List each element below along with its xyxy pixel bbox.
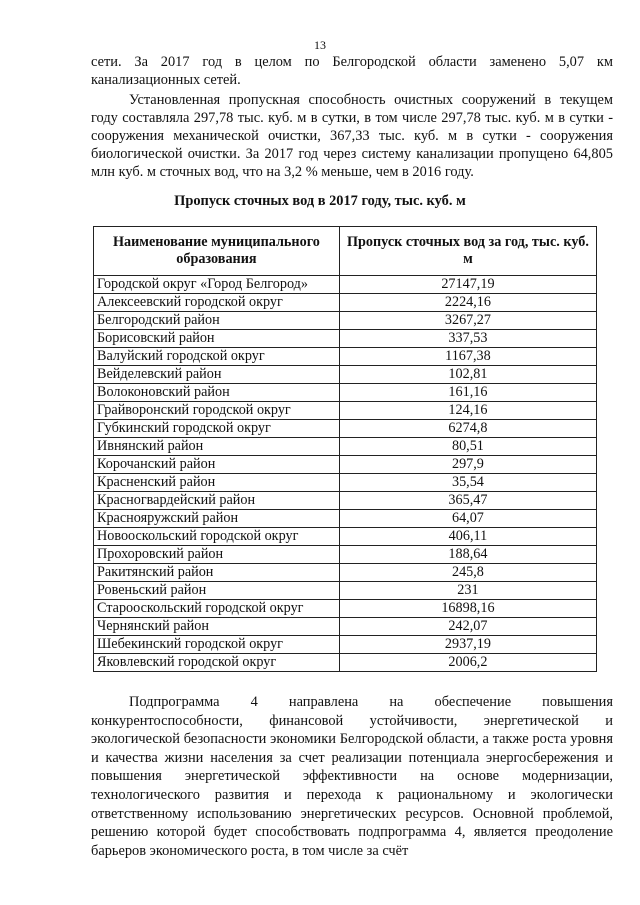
municipality-name: Яковлевский городской округ xyxy=(94,654,340,672)
table-row xyxy=(94,276,597,294)
wastewater-value: 2937,19 xyxy=(339,636,596,654)
table-row xyxy=(94,564,597,582)
municipality-name: Губкинский городской округ xyxy=(94,420,340,438)
wastewater-value: 80,51 xyxy=(339,438,596,456)
wastewater-value: 2006,2 xyxy=(339,654,596,672)
table-row xyxy=(94,510,597,528)
municipality-name: Грайворонский городской округ xyxy=(94,402,340,420)
municipality-name: Вейделевский район xyxy=(94,366,340,384)
table-row xyxy=(94,528,597,546)
wastewater-value: 3267,27 xyxy=(339,312,596,330)
municipality-name: Старооскольский городской округ xyxy=(94,600,340,618)
table-row xyxy=(94,312,597,330)
table-row xyxy=(94,618,597,636)
wastewater-value: 245,8 xyxy=(339,564,596,582)
municipality-name: Краснояружский район xyxy=(94,510,340,528)
wastewater-value: 2224,16 xyxy=(339,294,596,312)
wastewater-table xyxy=(93,226,597,672)
municipality-name: Прохоровский район xyxy=(94,546,340,564)
wastewater-value: 6274,8 xyxy=(339,420,596,438)
wastewater-value: 27147,19 xyxy=(339,276,596,294)
column-header-municipality: Наименование муниципального образования xyxy=(94,227,340,276)
wastewater-value: 337,53 xyxy=(339,330,596,348)
table-row xyxy=(94,384,597,402)
wastewater-value: 64,07 xyxy=(339,510,596,528)
table-row xyxy=(94,474,597,492)
municipality-name: Шебекинский городской округ xyxy=(94,636,340,654)
municipality-name: Ровеньский район xyxy=(94,582,340,600)
table-row xyxy=(94,348,597,366)
wastewater-value: 124,16 xyxy=(339,402,596,420)
wastewater-value: 406,11 xyxy=(339,528,596,546)
column-header-wastewater: Пропуск сточных вод за год, тыс. куб. м xyxy=(339,227,596,276)
page-number: 13 xyxy=(314,38,326,52)
table-title: Пропуск сточных вод в 2017 году, тыс. куб. м xyxy=(174,193,466,209)
municipality-name: Новооскольский городской округ xyxy=(94,528,340,546)
wastewater-value: 1167,38 xyxy=(339,348,596,366)
table-header-row xyxy=(94,227,597,276)
wastewater-value: 365,47 xyxy=(339,492,596,510)
table-row xyxy=(94,402,597,420)
wastewater-value: 161,16 xyxy=(339,384,596,402)
municipality-name: Красненский район xyxy=(94,474,340,492)
table-row xyxy=(94,420,597,438)
intro-paragraph-2: Установленная пропускная способность очистных сооружений в текущем году составляла 297,78 тыс. куб. м в сутки, в том числе 297,78 тыс. куб. м в сутки - сооружения механической очистки, 367,33 тыс. куб. м в сутки - сооружения биологической очистки. За 2017 год через систему канализации пропущено 64,805 млн куб. м сточных вод, что на 3,2 % меньше, чем в 2016 году. xyxy=(91,92,613,180)
table-row xyxy=(94,654,597,672)
municipality-name: Белгородский район xyxy=(94,312,340,330)
table-row xyxy=(94,366,597,384)
table-row xyxy=(94,600,597,618)
table-row xyxy=(94,456,597,474)
municipality-name: Красногвардейский район xyxy=(94,492,340,510)
wastewater-value: 231 xyxy=(339,582,596,600)
table-row xyxy=(94,582,597,600)
municipality-name: Валуйский городской округ xyxy=(94,348,340,366)
wastewater-value: 242,07 xyxy=(339,618,596,636)
municipality-name: Алексеевский городской округ xyxy=(94,294,340,312)
municipality-name: Борисовский район xyxy=(94,330,340,348)
closing-paragraph: Подпрограмма 4 направлена на обеспечение повышения конкурентоспособности, финансовой устойчивости, энергетической и экологической безопасности экономики Белгородской области, а также роста уровня и качества жизни населения за счет реализации потенциала энергосбережения и повышения энергетической эффективности на основе модернизации, технологического развития и перехода к рациональному и экологически ответственному использованию энергетических ресурсов. Основной проблемой, решению которой будет способствовать подпрограмма 4, является преодоление барьеров экономического роста, в том числе за счёт xyxy=(91,694,613,859)
wastewater-value: 16898,16 xyxy=(339,600,596,618)
table-row xyxy=(94,294,597,312)
municipality-name: Чернянский район xyxy=(94,618,340,636)
table-row xyxy=(94,636,597,654)
municipality-name: Ракитянский район xyxy=(94,564,340,582)
wastewater-value: 102,81 xyxy=(339,366,596,384)
wastewater-value: 35,54 xyxy=(339,474,596,492)
municipality-name: Корочанский район xyxy=(94,456,340,474)
table-body xyxy=(94,276,597,672)
wastewater-value: 297,9 xyxy=(339,456,596,474)
wastewater-value: 188,64 xyxy=(339,546,596,564)
table-row xyxy=(94,546,597,564)
table-row xyxy=(94,438,597,456)
table-row xyxy=(94,330,597,348)
municipality-name: Городской округ «Город Белгород» xyxy=(94,276,340,294)
table-row xyxy=(94,492,597,510)
intro-paragraph-1: сети. За 2017 год в целом по Белгородской области заменено 5,07 км канализационных сетей. xyxy=(91,54,613,88)
municipality-name: Волоконовский район xyxy=(94,384,340,402)
municipality-name: Ивнянский район xyxy=(94,438,340,456)
